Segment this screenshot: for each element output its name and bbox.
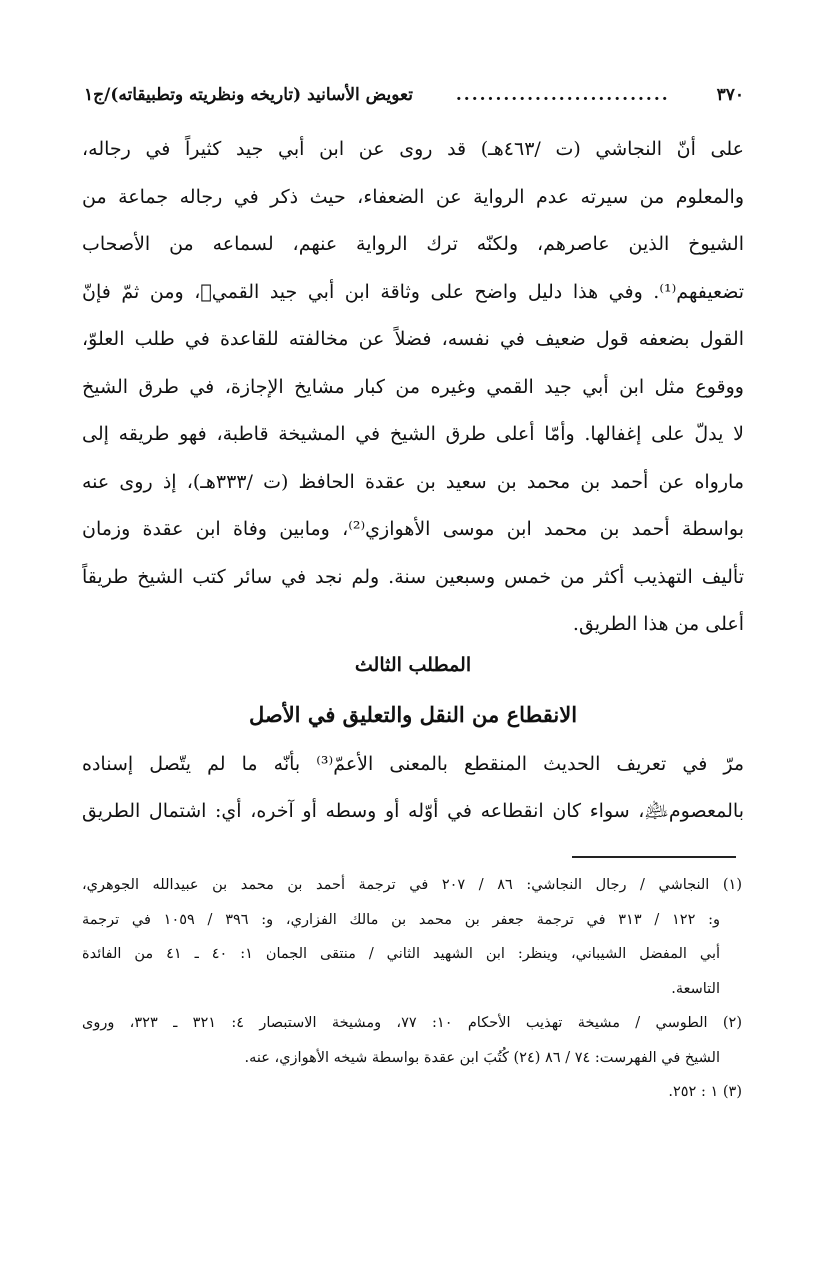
paragraph-line: مارواه عن أحمد بن محمد بن سعيد بن عقدة الحافظ (ت /٣٣٣هـ)، إذ روى عنه (82, 470, 744, 493)
footnote-line: أبي المفضل الشيباني، وينظر: ابن الشهيد الثاني / منتقى الجمان ١: ٤٠ ـ ٤١ من الفائدة (82, 946, 721, 962)
paragraph-line: لا يدلّ على إغفالها. وأمّا أعلى طرق الشيخ في المشيخة قاطبة، فهو طريقه إلى (82, 423, 744, 445)
paragraph-line: تأليف التهذيب أكثر من خمس وسبعين سنة. ولم نجد في سائر كتب الشيخ طريقاً (82, 565, 744, 588)
paragraph-line: القول بضعفه قول ضعيف في نفسه، فضلاً عن مخالفته للقاعدة في طلب العلوّ، (82, 328, 744, 350)
paragraph-line: مرّ في تعريف الحديث المنقطع بالمعنى الأعمّ⁽³⁾ بأنّه ما لم يتّصل إسناده (82, 753, 744, 775)
footnote-3 (82, 1075, 742, 1110)
paragraph-line: على أنّ النجاشي (ت /٤٦٣هـ) قد روى عن ابن أبي جيد كثيراً في رجاله، (82, 138, 744, 160)
paragraph-line: والمعلوم من سيرته عدم الرواية عن الضعفاء، حيث ذكر في رجاله جماعة من (82, 185, 744, 208)
footnote-line: التاسعة. (671, 980, 720, 997)
footnote-line: (١) النجاشي / رجال النجاشي: ٨٦ / ٢٠٧ في ترجمة أحمد بن محمد بن عبيدالله الجوهري، (82, 877, 742, 893)
footnote-2 (82, 1006, 742, 1075)
running-header-title: تعويض الأسانيد (تاريخه ونظريته وتطبيقاته)/ج١ (84, 85, 413, 105)
section-paragraph (82, 741, 744, 835)
footnote-1 (82, 868, 742, 1006)
paragraph-line: بواسطة أحمد بن محمد ابن موسى الأهوازي⁽²⁾، ومابين وفاة ابن عقدة وزمان (82, 518, 744, 540)
footnote-line: (٣) ١ : ٢٥٢. (668, 1084, 742, 1100)
footnote-line: الشيخ في الفهرست: ٧٤ / ٨٦ (٢٤) كُتُبَ ابن عقدة بواسطة شيخه الأهوازي، عنه. (244, 1049, 720, 1066)
paragraph-line: الشيوخ الذين عاصرهم، ولكنّه ترك الرواية عنهم، لسماعه من الأصحاب (82, 233, 744, 255)
footnote-line: (٢) الطوسي / مشيخة تهذيب الأحكام ١٠: ٧٧، ومشيخة الاستبصار ٤: ٣٢١ ـ ٣٢٣، وروى (82, 1015, 742, 1031)
footnotes (82, 868, 742, 1110)
paragraph-line: ووقوع مثل ابن أبي جيد القمي وغيره من كبار مشايخ الإجازة، في طرق الشيخ (82, 375, 744, 398)
paragraph-line: بالمعصوم﵇، سواء كان انقطاعه في أوّله أو وسطه أو آخره، أي: اشتمال الطريق (82, 800, 744, 822)
section-title: الانقطاع من النقل والتعليق في الأصل (248, 702, 578, 727)
paragraph-line: تضعيفهم⁽¹⁾. وفي هذا دليل واضح على وثاقة ابن أبي جيد القمي﷫، ومن ثمّ فإنّ (82, 280, 744, 303)
footnote-separator (572, 856, 736, 858)
header-leader-dots: ........................... (455, 85, 670, 105)
section-label: المطلب الثالث (354, 654, 472, 676)
main-paragraph (82, 126, 744, 649)
footnote-line: و: ١٢٢ / ٣١٣ في ترجمة جعفر بن محمد بن مالك الفزاري، و: ٣٩٦ / ١٠٥٩ في ترجمة (82, 911, 721, 928)
running-header (84, 80, 744, 110)
paragraph-line: أعلى من هذا الطريق. (572, 613, 744, 635)
page-number: ٣٧٠ (716, 85, 744, 105)
